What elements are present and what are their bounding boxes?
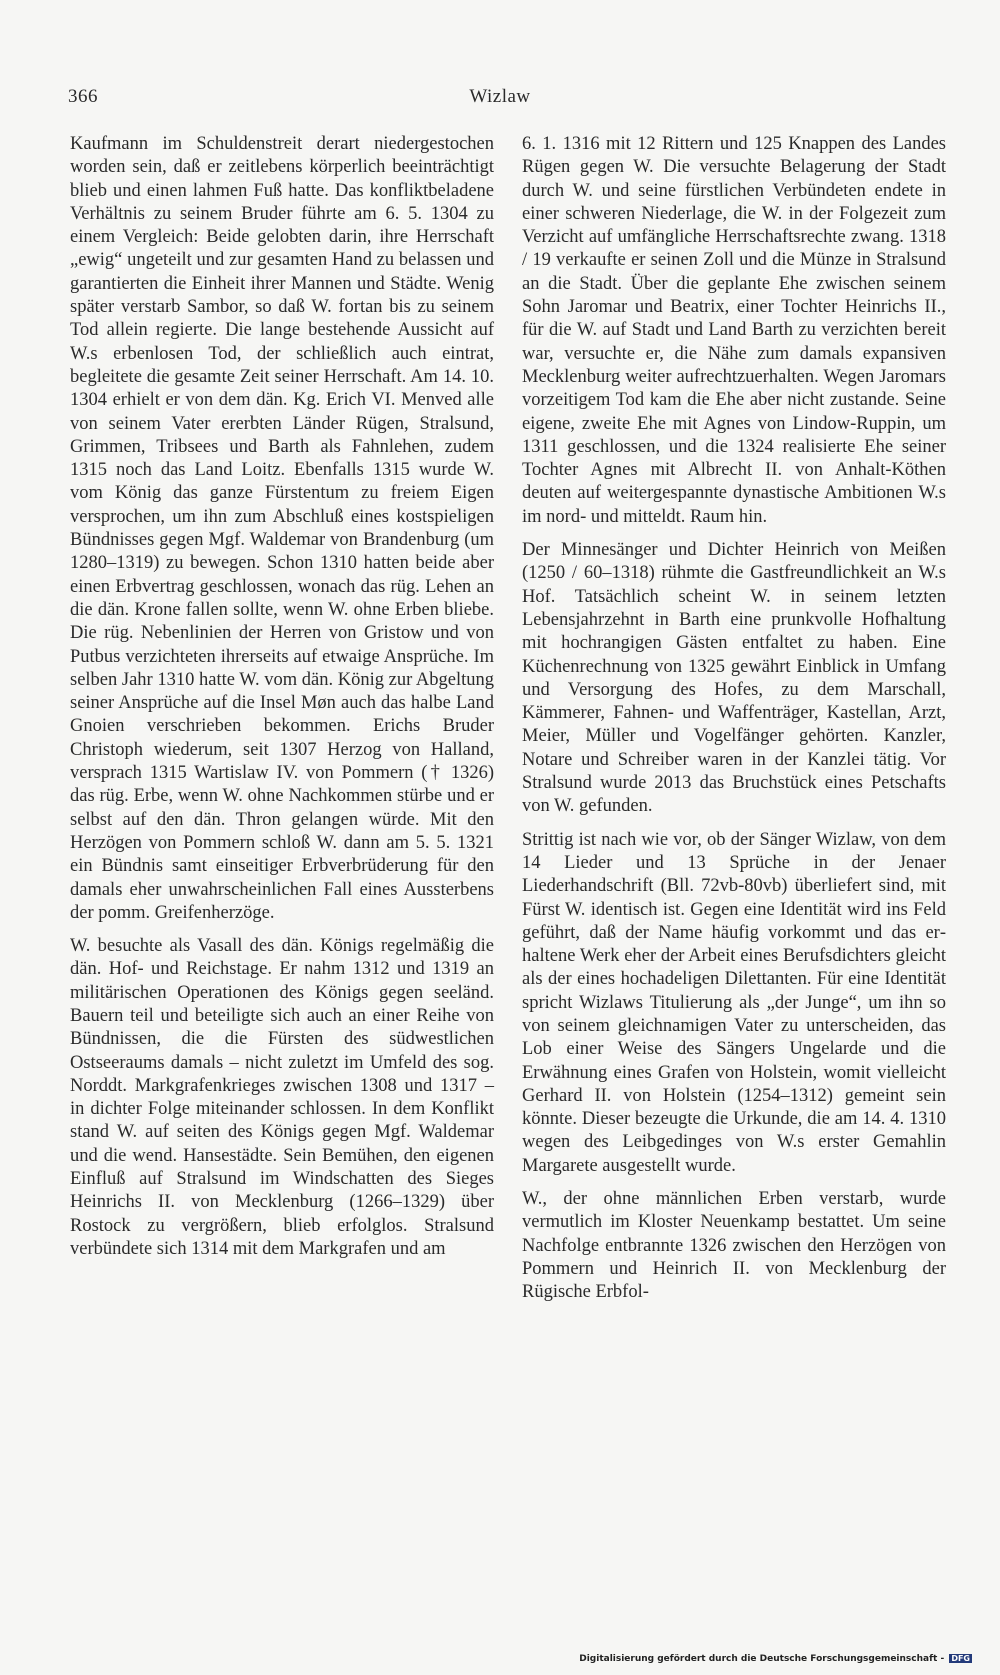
paragraph: Der Minnesänger und Dichter Heinrich von Meißen (1250 / 60–1318) rühmte die Gastfreundlichkeit an W.s Hof. Tatsächlich scheint W. in seinem letzten Lebensjahrzehnt in Barth eine prunkvolle Hofhaltung mit hochrangigen Gästen entfaltet zu haben. Eine Küchenrechnung von 1325 gewährt Einblick in Umfang und Versorgung des Hofes, zu dem Marschall, Kämmerer, Fahnen- und Waffenträger, Kastellan, Arzt, Meier, Müller und Vogelfänger gehörten. Kanzler, Notare und Schreiber waren in der Kanzlei tätig. Vor Stralsund wurde 2013 das Bruchstück eines Petschafts von W. gefunden.: [522, 540, 946, 817]
running-head: Wizlaw: [469, 86, 531, 107]
paragraph: 6. 1. 1316 mit 12 Rittern und 125 Knappen des Landes Rügen gegen W. Die versuchte Belagerung der Stadt durch W. und seine fürstlichen Verbündeten endete in einer schweren Niederlage, die W. in der Folgezeit zum Verzicht auf umfängliche Herrschaftsrechte zwang. 1318 / 19 verkaufte er seinen Zoll und die Münze in Stralsund an die Stadt. Über die geplante Ehe zwischen seinem Sohn Jaromar und Beatrix, einer Tochter Heinrichs II., für die W. auf Stadt und Land Barth zu verzichten bereit war, versuchte er, die Nähe zum damals expansiven Mecklenburg weiter aufrechtzuerhalten. Wegen Jaromars vorzeitigem Tod kam die Ehe aber nicht zustande. Seine eigene, zweite Ehe mit Agnes von Lindow-Ruppin, um 1311 geschlossen, und die 1324 realisierte Ehe seiner Tochter Agnes mit Albrecht II. von Anhalt-Köthen deuten auf weitergespannte dynastische Ambitionen W.s im nord- und mitteldt. Raum hin.: [522, 134, 946, 527]
credit-text: Digitalisierung gefördert durch die Deutsche Forschungsgemeinschaft -: [579, 1654, 945, 1664]
page-number: 366: [68, 86, 98, 107]
left-column: [70, 133, 494, 1271]
paragraph: W. besuchte als Vasall des dän. Königs regelmäßig die dän. Hof- und Reichstage. Er nahm 1312 und 1319 an militärischen Operationen des Königs gegen seeländ. Bauern teil und beteiligte sich auch an einer Reihe von Bündnissen, die die Fürsten des südwestlichen Ostseeraums damals – nicht zuletzt im Umfeld des sog. Norddt. Markgrafenkrieges zwischen 1308 und 1317 – in dichter Folge miteinander schlossen. In dem Konflikt stand W. auf seiten des Königs gegen Mgf. Waldemar und die wend. Hansestädte. Sein Bemühen, den eigenen Einfluß auf Stralsund im Windschatten des Sieges Heinrichs II. von Mecklenburg (1266–1329) über Rostock zu vergrößern, blieb erfolglos. Stralsund verbündete sich 1314 mit dem Markgrafen und am: [70, 936, 494, 1259]
paragraph: Kaufmann im Schuldenstreit derart niedergestochen worden sein, daß er zeitlebens körperlich beeinträchtigt blieb und einen lahmen Fuß hatte. Das konfliktbeladene Verhältnis zu seinem Bruder führte am 6. 5. 1304 zu einem Vergleich: Beide gelobten darin, ihre Herrschaft „ewig“ ungeteilt und zur gesamten Hand zu belassen und garantierten die Einheit ihrer Mannen und Städte. Wenig später verstarb Sambor, so daß W. fortan bis zu seinem Tod allein regierte. Die lange bestehende Aussicht auf W.s erbenlosen Tod, der schließlich auch eintrat, begleitete die gesamte Zeit seiner Herrschaft. Am 14. 10. 1304 erhielt er von dem dän. Kg. Erich VI. Menved alle von seinem Vater ererbten Länder Rügen, Stralsund, Grimmen, Tribsees und Barth als Fahnlehen, zudem 1315 noch das Land Loitz. Ebenfalls 1315 wurde W. vom König das ganze Fürstentum zu freiem Eigen versprochen, um ihn zum Abschluß eines kostspieligen Bündnisses gegen Mgf. Waldemar von Brandenburg (um 1280–1319) zu bewegen. Schon 1310 hatten beide aber einen Erbvertrag geschlossen, wonach das rüg. Lehen an die dän. Krone fallen sollte, wenn W. ohne Erben bliebe. Die rüg. Nebenlinien der Herren von Gristow und von Putbus verzichteten ihrerseits auf etwaige Ansprüche. Im selben Jahr 1310 hatte W. vom dän. König zur Abgeltung seiner Ansprüche auf die Insel Møn auch das halbe Land Gnoien verschrieben bekommen. Erichs Bruder Christoph wiederum, seit 1307 Herzog von Halland, versprach 1315 Wartislaw IV. von Pommern († 1326) das rüg. Erbe, wenn W. ohne Nachkommen stürbe und er selbst auf den dän. Thron gelangen würde. Mit den Herzögen von Pommern schloß W. dann am 5. 5. 1321 ein Bündnis samt einseitiger Erbverbrüderung für den damals eher unwahrscheinlichen Fall eines Aussterbens der pomm. Greifenherzöge.: [70, 134, 494, 923]
right-column: [522, 133, 946, 1315]
digitization-credit: [579, 1654, 972, 1664]
paragraph: Strittig ist nach wie vor, ob der Sänger Wizlaw, von dem 14 Lieder und 13 Sprüche in der Jenaer Liederhandschrift (Bll. 72vb-80vb) überliefert sind, mit Fürst W. identisch ist. Gegen eine Identität wird ins Feld geführt, daß der Name häufig vorkommt und das erhaltene Werk eher der Arbeit eines Berufsdichters gleicht als der eines hochadeligen Dilettanten. Für eine Identität spricht Wizlaws Titulierung als „der Junge“, um ihn so von seinem gleichnamigen Vater zu unterscheiden, das Lob einer Weise des Sängers Ungelarde und die Erwähnung eines Grafen von Holstein, womit vielleicht Gerhard II. von Holstein (1254–1312) gemeint sein könnte. Dieser bezeugte die Urkunde, die am 14. 4. 1310 wegen des Leibgedinges von W.s erster Gemahlin Margarete ausgestellt wurde.: [522, 829, 946, 1176]
dfg-logo: DFG: [951, 1654, 970, 1663]
paragraph: W., der ohne männlichen Erben verstarb, wurde vermutlich im Kloster Neuenkamp bestattet. Um seine Nachfolge entbrannte 1326 zwischen den Herzögen von Pommern und Heinrich II. von Mecklenburg der Rügische Erbfol-: [522, 1189, 946, 1303]
